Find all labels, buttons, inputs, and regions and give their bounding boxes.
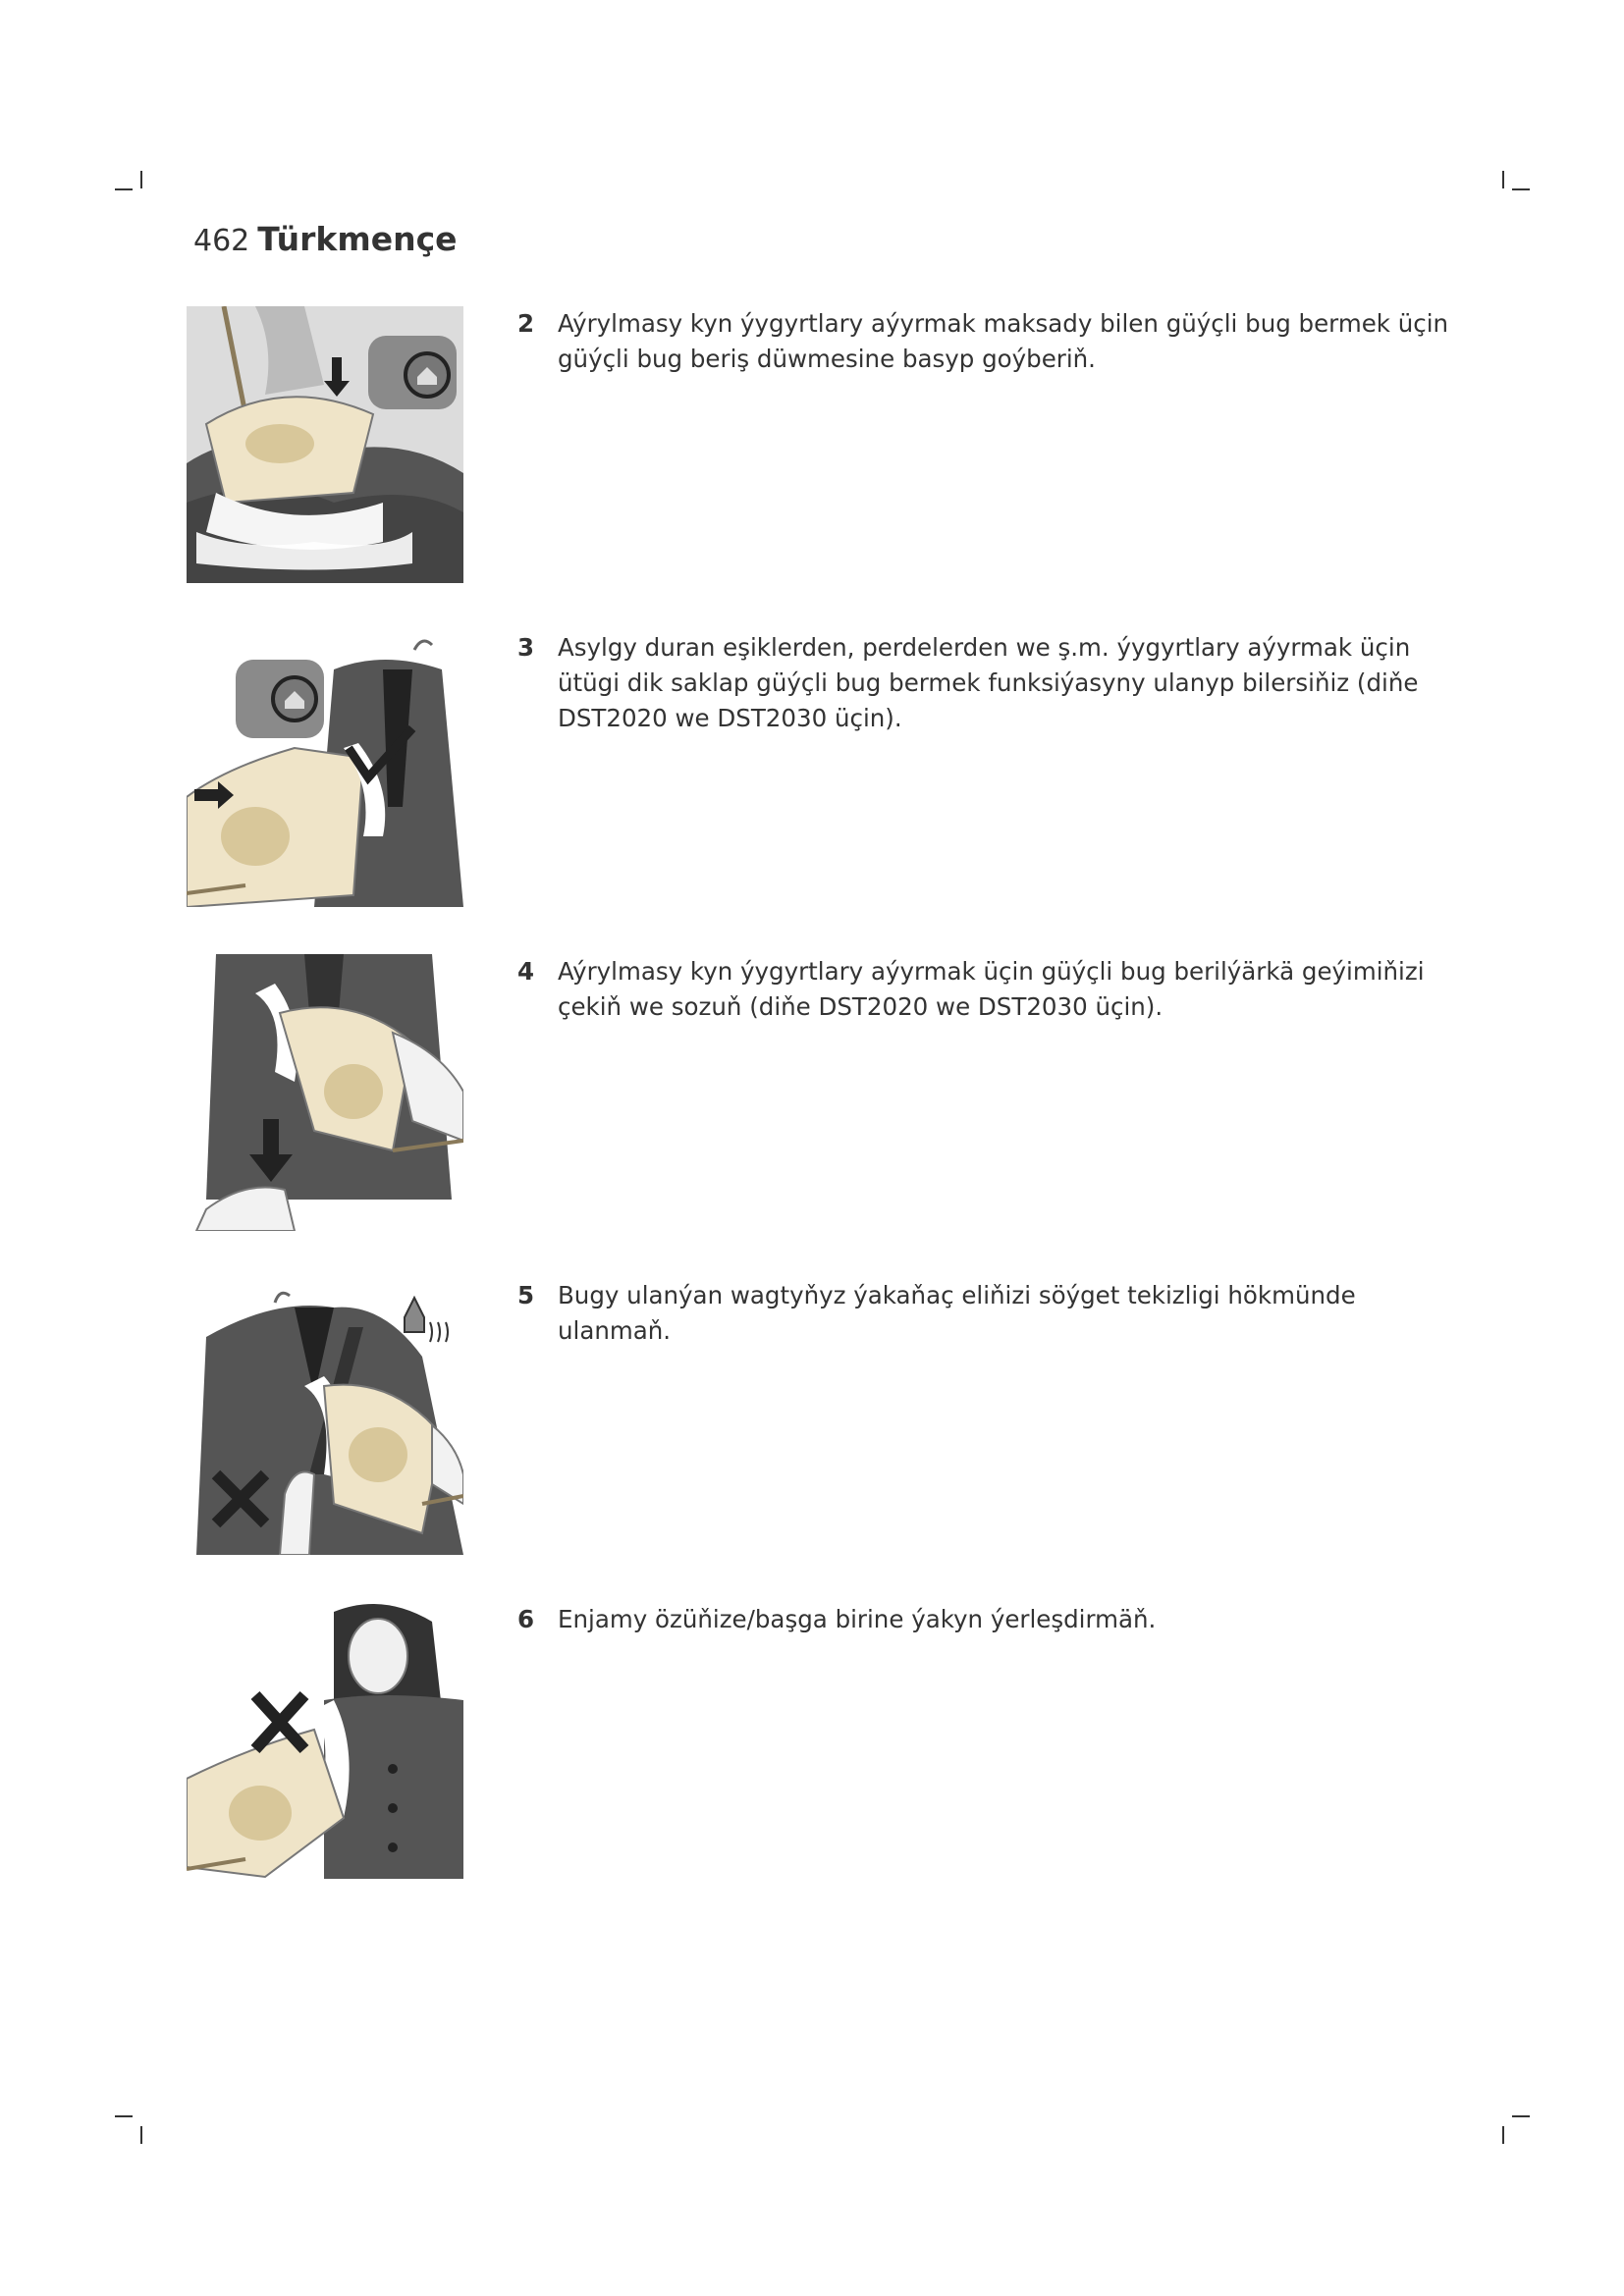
- page-number: 462: [193, 224, 250, 258]
- crop-mark-bottom-right: [1502, 2126, 1504, 2144]
- step-number: 3: [517, 633, 535, 662]
- crop-mark-top-right: [1512, 188, 1530, 190]
- step-description: Bugy ulanýan wagtyňyz ýakaňaç eliňizi söýget tekizligi hökmünde ulanmaň.: [558, 1281, 1356, 1345]
- crop-mark-bottom-left: [115, 2115, 133, 2117]
- step-text: [517, 1602, 1460, 1637]
- illustration-no-hand-support: [187, 1278, 463, 1555]
- illustration-keep-away-from-people: [187, 1602, 463, 1879]
- illustration-pull-garment: [187, 954, 463, 1231]
- step-text: [517, 306, 1460, 377]
- step-description: Aýrylmasy kyn ýygyrtlary aýyrmak üçin güýçli bug berilýärkä geýimiňizi çekiň we sozuň (diňe DST2020 we DST2030 üçin).: [558, 957, 1425, 1021]
- step-description: Enjamy özüňize/başga birine ýakyn ýerleşdirmäň.: [558, 1605, 1157, 1633]
- step-number: 2: [517, 309, 535, 338]
- page-header: [193, 220, 458, 258]
- section-title: Türkmençe: [257, 220, 458, 258]
- step-number: 5: [517, 1281, 535, 1309]
- step-text: [517, 1278, 1460, 1349]
- crop-mark-top-right: [1502, 171, 1504, 188]
- step-text: [517, 954, 1460, 1025]
- crop-mark-bottom-right: [1512, 2115, 1530, 2117]
- crop-mark-top-left: [140, 171, 142, 188]
- step-number: 6: [517, 1605, 535, 1633]
- illustration-turbo-steam-button: [187, 306, 463, 583]
- step-description: Aýrylmasy kyn ýygyrtlary aýyrmak maksady bilen güýçli bug bermek üçin güýçli bug beriş düwmesine basyp goýberiň.: [558, 309, 1449, 373]
- step-text: [517, 630, 1460, 736]
- crop-mark-top-left: [115, 188, 133, 190]
- step-number: 4: [517, 957, 535, 986]
- crop-mark-bottom-left: [140, 2126, 142, 2144]
- illustration-vertical-steam: [187, 630, 463, 907]
- step-description: Asylgy duran eşiklerden, perdelerden we ş.m. ýygyrtlary aýyrmak üçin ütügi dik saklap güýçli bug bermek funksiýasyny ulanyp bilersiňiz (diňe DST2020 we DST2030 üçin).: [558, 633, 1419, 732]
